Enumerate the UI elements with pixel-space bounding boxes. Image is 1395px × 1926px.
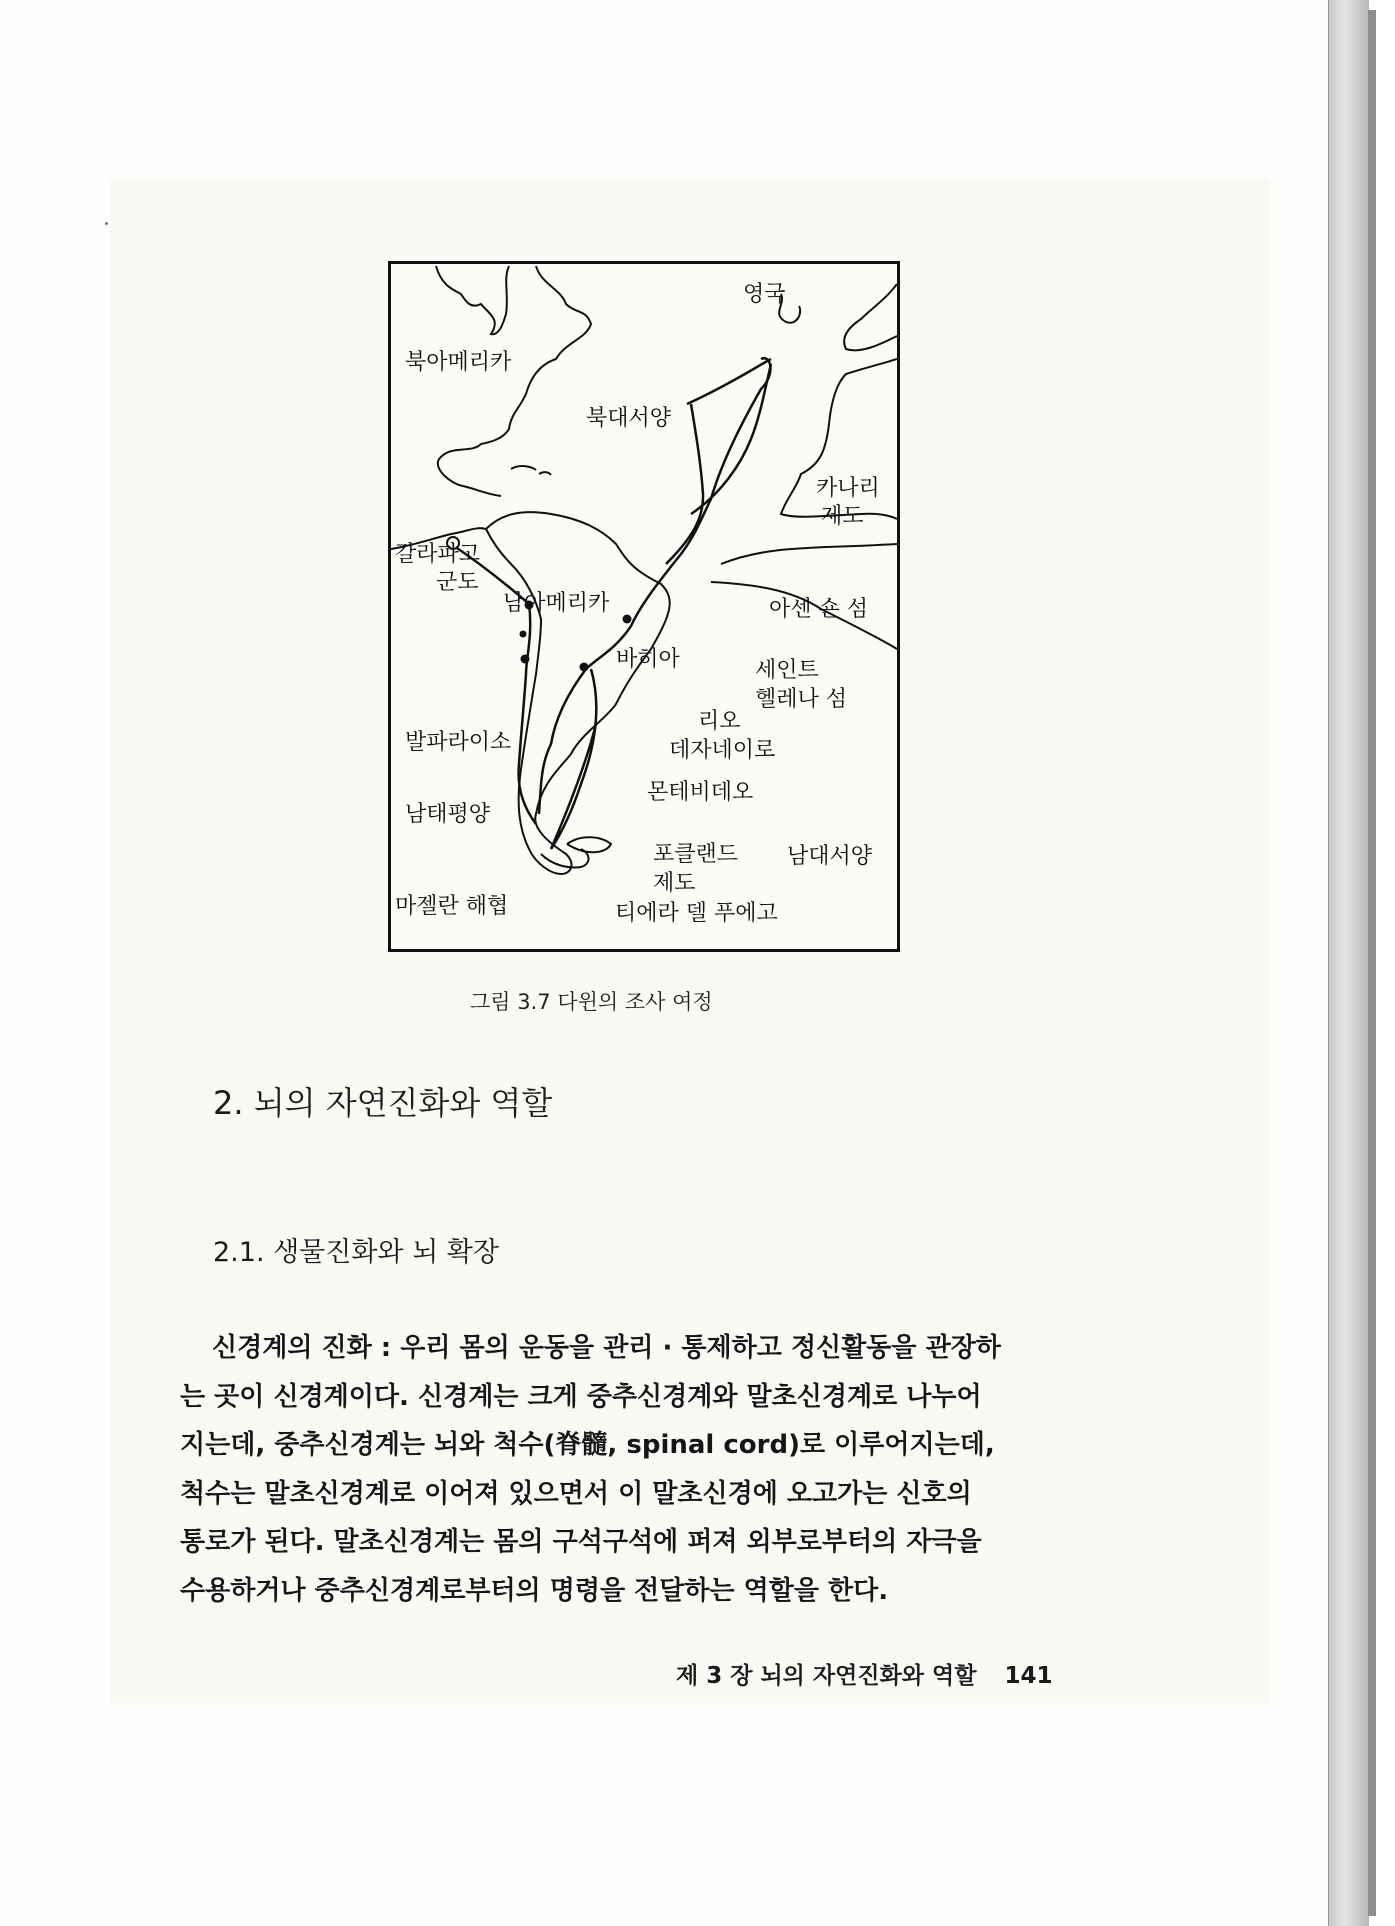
equator-line [721, 544, 897, 564]
section-title: 2. 뇌의 자연진화와 역할 [213, 1084, 553, 1122]
label-rio-1: 리오 [698, 709, 741, 734]
label-south-pacific: 남태평양 [405, 802, 491, 827]
north-america-coastline [436, 266, 509, 334]
figure-caption: 그림 3.7 다윈의 조사 여정 [470, 990, 713, 1014]
europe-coast [844, 284, 897, 350]
running-head: 제 3 장 뇌의 자연진화와 역할 [676, 1663, 977, 1689]
valparaiso-stop-2 [521, 655, 530, 664]
book-edge-shadow [1368, 10, 1376, 1916]
caribbean-islands [511, 466, 551, 475]
label-uk: 영국 [743, 282, 786, 307]
subsection-title: 2.1. 생물진화와 뇌 확장 [213, 1237, 499, 1268]
chile-stop [520, 631, 527, 638]
label-south-america: 남아메리카 [503, 591, 610, 616]
label-tierra-del-fuego: 티에라 델 푸에고 [615, 901, 778, 926]
label-magellan: 마젤란 해협 [395, 894, 509, 919]
label-st-helena-2: 헬레나 섬 [755, 687, 848, 712]
label-st-helena-1: 세인트 [755, 658, 819, 683]
label-north-america: 북아메리카 [405, 350, 512, 375]
voyage-route-atlantic [666, 359, 771, 564]
label-falkland-1: 포클랜드 [653, 842, 739, 867]
book-page-edge [1328, 0, 1369, 1926]
label-rio-2: 데자네이로 [669, 738, 776, 763]
label-north-atlantic: 북대서양 [586, 406, 672, 431]
montevideo-stop [580, 663, 589, 672]
label-ascension: 아센 숀 섬 [769, 597, 868, 622]
label-falkland-2: 제도 [653, 871, 696, 896]
body-line: 수용하거나 중추신경계로부터의 명령을 전달하는 역할을 한다. [180, 1575, 889, 1606]
body-paragraph [180, 1324, 1120, 1615]
label-canary-2: 제도 [821, 504, 864, 529]
page-footer [676, 1657, 1052, 1690]
page-number: 141 [1004, 1663, 1053, 1689]
rio-stop [623, 615, 632, 624]
north-america-east-coast [438, 266, 591, 496]
label-galapagos-2: 군도 [436, 570, 479, 595]
label-south-atlantic: 남대서양 [787, 844, 873, 869]
scan-speck [105, 222, 108, 225]
label-canary-1: 카나리 [816, 476, 880, 501]
falklands [567, 837, 611, 852]
body-line: 신경계의 진화 : 우리 몸의 운동을 관리 · 통제하고 정신활동을 관장하 [212, 1333, 1001, 1363]
voyage-route-return [551, 669, 596, 849]
darwin-voyage-map [388, 261, 900, 952]
tierra-del-fuego [541, 849, 589, 867]
label-valparaiso: 발파라이소 [405, 730, 512, 755]
south-america-coastline [486, 512, 670, 874]
body-line: 척수는 말초신경계로 이어져 있으면서 이 말초신경에 오고가는 신호의 [180, 1478, 972, 1509]
body-line: 통로가 된다. 말초신경계는 몸의 구석구석에 퍼져 외부로부터의 자극을 [180, 1527, 982, 1557]
body-line: 는 곳이 신경계이다. 신경계는 크게 중추신경계와 말초신경계로 나누어 [180, 1381, 982, 1412]
label-bahia: 바히아 [616, 647, 680, 672]
label-galapagos-1: 갈라파고 [395, 542, 481, 567]
body-line: 지는데, 중추신경계는 뇌와 척수(脊髓, spinal cord)로 이루어지는데, [180, 1430, 995, 1460]
label-montevideo: 몬테비데오 [647, 780, 754, 805]
